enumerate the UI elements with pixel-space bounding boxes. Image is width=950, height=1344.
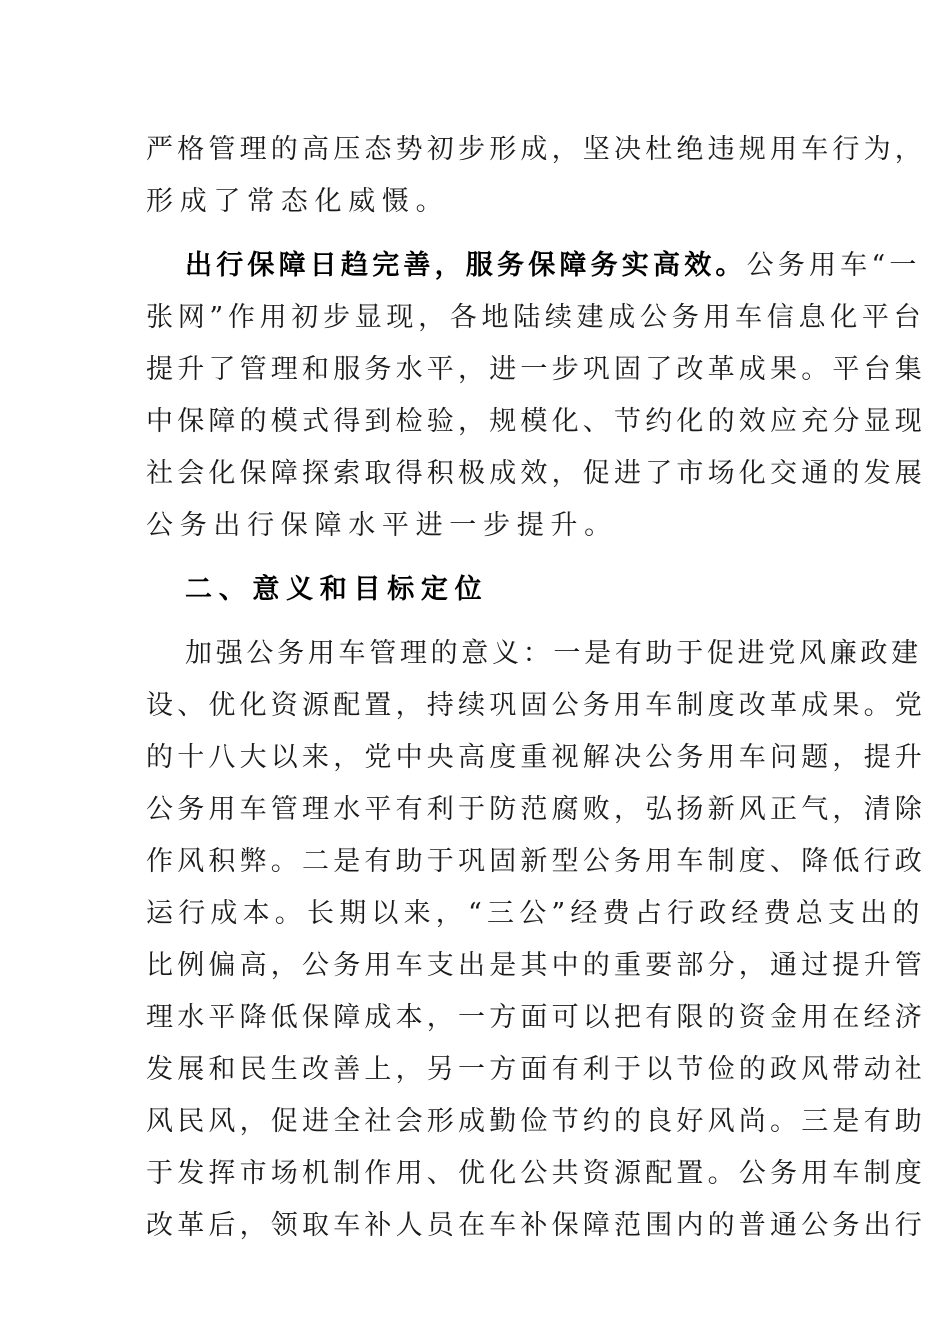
paragraph-line: 改革后，领取车补人员在车补保障范围内的普通公务出行 — [146, 1210, 926, 1241]
paragraph-line: 运行成本。长期以来，“三公”经费占行政经费总支出的 — [146, 898, 925, 929]
paragraph-line: 于发挥市场机制作用、优化公共资源配置。公务用车制度 — [146, 1158, 926, 1189]
paragraph-line: 作风积弊。二是有助于巩固新型公务用车制度、降低行政 — [146, 846, 926, 877]
paragraph-line: 公务用车管理水平有利于防范腐败，弘扬新风正气，清除 — [146, 794, 926, 825]
paragraph-line: 提升了管理和服务水平，进一步巩固了改革成果。平台集 — [146, 354, 926, 385]
paragraph-line: 中保障的模式得到检验，规模化、节约化的效应充分显现 — [146, 406, 926, 437]
paragraph-line: 的十八大以来，党中央高度重视解决公务用车问题，提升 — [146, 742, 926, 773]
paragraph-first-line: 加强公务用车管理的意义：一是有助于促进党风廉政建 — [185, 638, 922, 669]
paragraph-line: 发展和民生改善上，另一方面有利于以节俭的政风带动社 — [146, 1054, 926, 1085]
paragraph-line: 比例偏高，公务用车支出是其中的重要部分，通过提升管 — [146, 950, 926, 981]
paragraph-line: 张网”作用初步显现，各地陆续建成公务用车信息化平台 — [146, 302, 926, 333]
paragraph-text: 公务用车“一 — [746, 250, 921, 281]
paragraph-line: 严格管理的高压态势初步形成，坚决杜绝违规用车行为， — [146, 134, 926, 165]
paragraph-first-line — [185, 246, 921, 286]
paragraph-lead-heading: 出行保障日趋完善，服务保障务实高效。 — [185, 250, 747, 281]
paragraph-line: 理水平降低保障成本，一方面可以把有限的资金用在经济 — [146, 1002, 926, 1033]
section-heading: 二、意义和目标定位 — [185, 574, 489, 605]
paragraph-line: 风民风，促进全社会形成勤俭节约的良好风尚。三是有助 — [146, 1106, 926, 1137]
paragraph-line: 形成了常态化威慑。 — [146, 186, 450, 217]
paragraph-line: 公务出行保障水平进一步提升。 — [146, 510, 618, 541]
paragraph-line: 社会化保障探索取得积极成效，促进了市场化交通的发展 — [146, 458, 926, 489]
paragraph-line: 设、优化资源配置，持续巩固公务用车制度改革成果。党 — [146, 690, 926, 721]
